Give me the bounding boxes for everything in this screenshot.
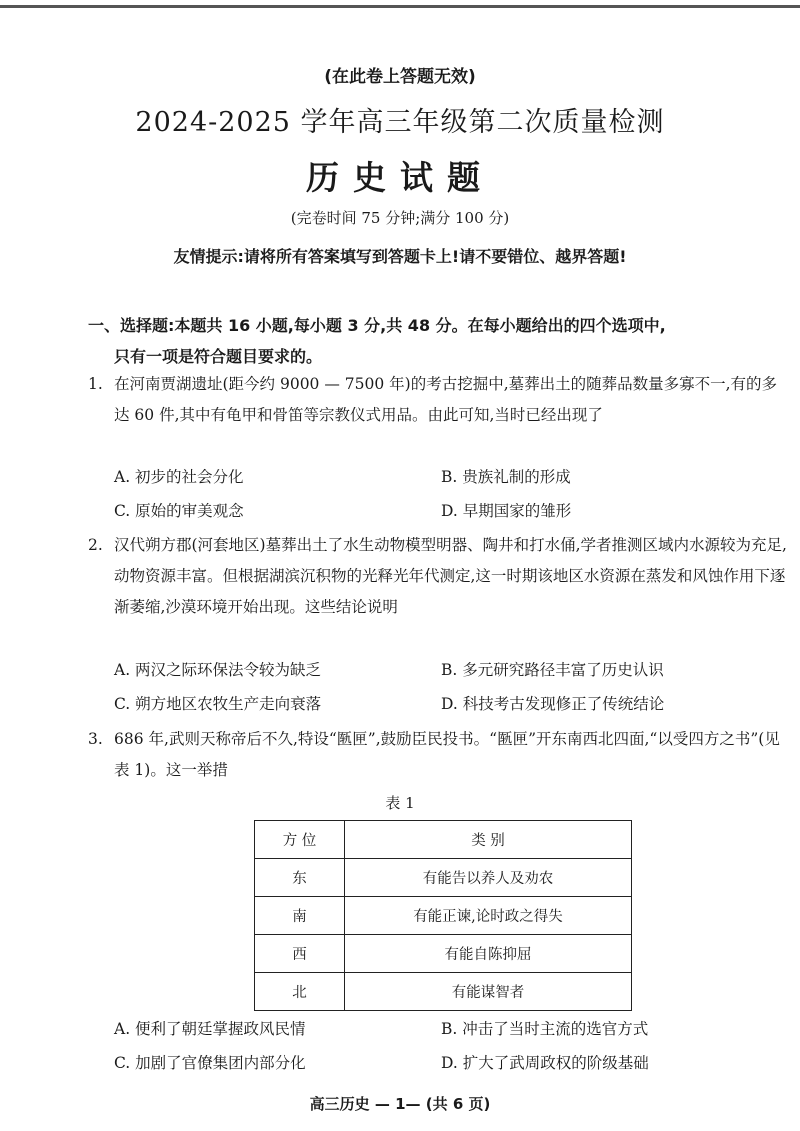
option-c: C. 原始的审美观念 [114, 502, 244, 520]
question-2 [88, 530, 788, 623]
option-d: D. 早期国家的雏形 [441, 502, 572, 520]
table-row [255, 859, 632, 897]
table-row [255, 973, 632, 1011]
table-row [255, 897, 632, 935]
friendly-tip: 友情提示:请将所有答案填写到答题卡上!请不要错位、越界答题! [173, 247, 627, 266]
option-a: A. 两汉之际环保法令较为缺乏 [114, 661, 322, 679]
question-stem: 686 年,武则天称帝后不久,特设“匦匣”,鼓励臣民投书。“匦匣”开东南西北四面,“以受四方之书”(见表 1)。这一举措 [114, 730, 780, 779]
table-header-row [255, 821, 632, 859]
question-3 [88, 724, 788, 786]
direction-cell: 南 [255, 897, 345, 935]
exam-title: 2024-2025 学年高三年级第二次质量检测 [135, 107, 665, 138]
question-number: 3. [88, 730, 103, 748]
category-cell: 有能谋智者 [345, 973, 632, 1011]
section-instructions [88, 310, 788, 372]
top-border-line [0, 5, 800, 8]
section-line-1: 一、选择题:本题共 16 小题,每小题 3 分,共 48 分。在每小题给出的四个选项中, [88, 316, 666, 335]
page-footer: 高三历史 — 1— (共 6 页) [309, 1095, 491, 1113]
header-category: 类 别 [345, 821, 632, 859]
direction-cell: 北 [255, 973, 345, 1011]
category-cell: 有能正谏,论时政之得失 [345, 897, 632, 935]
option-b: B. 多元研究路径丰富了历史认识 [441, 661, 664, 679]
question-number: 2. [88, 536, 103, 554]
category-cell: 有能自陈抑屈 [345, 935, 632, 973]
section-line-2: 只有一项是符合题目要求的。 [114, 347, 323, 366]
table-1 [254, 820, 632, 1011]
option-a: A. 便利了朝廷掌握政风民情 [114, 1020, 306, 1038]
direction-cell: 西 [255, 935, 345, 973]
option-d: D. 科技考古发现修正了传统结论 [441, 695, 665, 713]
header-direction: 方 位 [255, 821, 345, 859]
option-d: D. 扩大了武周政权的阶级基础 [441, 1054, 649, 1072]
question-number: 1. [88, 375, 103, 393]
option-c: C. 朔方地区农牧生产走向衰落 [114, 695, 322, 713]
option-b: B. 贵族礼制的形成 [441, 468, 571, 486]
category-cell: 有能告以养人及劝农 [345, 859, 632, 897]
question-stem: 在河南贾湖遗址(距今约 9000 — 7500 年)的考古挖掘中,墓葬出土的随葬品数量多寡不一,有的多达 60 件,其中有龟甲和骨笛等宗教仪式用品。由此可知,当时已经出现了 [114, 375, 778, 424]
table-title: 表 1 [385, 794, 415, 812]
question-stem: 汉代朔方郡(河套地区)墓葬出土了水生动物模型明器、陶井和打水俑,学者推测区域内水源较为充足,动物资源丰富。但根据湖滨沉积物的光释光年代测定,这一时期该地区水资源在蒸发和风蚀作用下逐渐萎缩,沙漠环境开始出现。这些结论说明 [114, 536, 787, 616]
exam-timing: (完卷时间 75 分钟;满分 100 分) [290, 209, 510, 227]
table-row [255, 935, 632, 973]
question-1 [88, 369, 788, 431]
subject-title: 历史试题 [306, 158, 494, 197]
direction-cell: 东 [255, 859, 345, 897]
option-c: C. 加剧了官僚集团内部分化 [114, 1054, 306, 1072]
invalid-answer-notice: (在此卷上答题无效) [324, 67, 476, 87]
option-b: B. 冲击了当时主流的选官方式 [441, 1020, 649, 1038]
option-a: A. 初步的社会分化 [114, 468, 244, 486]
